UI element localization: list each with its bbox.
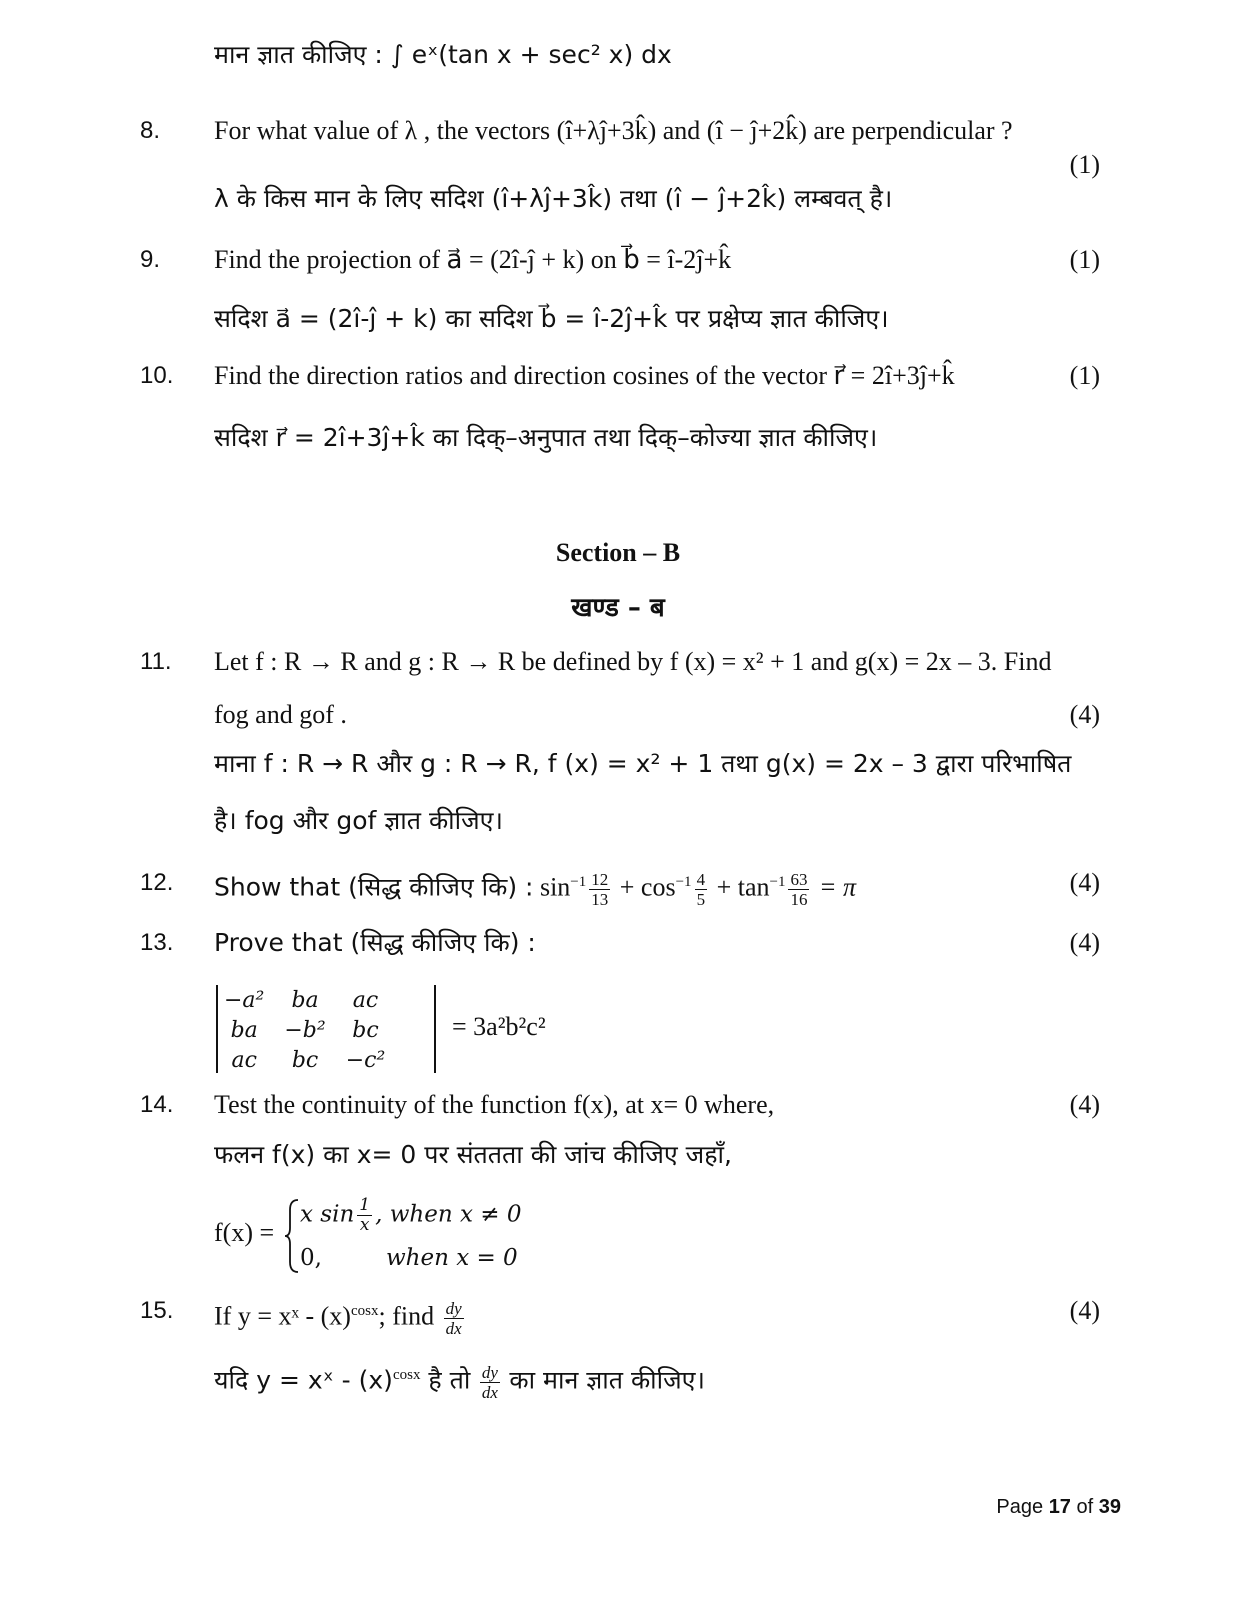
q14-hindi: फलन f(x) का x= 0 पर संततता की जांच कीजिए जहाँ,	[214, 1140, 732, 1169]
q12-frac-cos: $\frac{4}{5}$	[696, 870, 706, 910]
q15-frac-en: $\frac{dy}{dx}$	[445, 1299, 462, 1339]
section-title: Section – B	[555, 538, 681, 567]
q10-marks: (1)	[1069, 361, 1100, 390]
q10-english: Find the direction ratios and direction cosines of the vector r⃗ = 2î+3ĵ+k̂	[214, 361, 955, 390]
q12-tan: + tan	[716, 872, 770, 902]
matrix-row: ac bc −c²	[231, 1047, 386, 1073]
q7-hindi-line: मान ज्ञात कीजिए : ∫ eˣ(tan x + sec² x) dx	[214, 40, 672, 69]
q9-number: 9.	[140, 246, 161, 273]
q11-hindi-line1: माना f : R → R और g : R → R, f (x) = x² + 1 तथा g(x) = 2x – 3 द्वारा परिभाषित	[214, 749, 1072, 778]
q11-english-line1: Let f : R → R and g : R → R be defined by f (x) = x² + 1 and g(x) = 2x – 3. Find	[214, 647, 1052, 676]
total-pages: 39	[1098, 1496, 1121, 1518]
q12-inv-cos: −1	[675, 874, 692, 890]
q12-inv-sin: −1	[570, 874, 587, 890]
q13-text: Prove that (सिद्ध कीजिए कि) :	[214, 928, 536, 957]
q9-marks: (1)	[1069, 245, 1100, 274]
q8-english: For what value of λ , the vectors (î+λĵ+3k̂) and (î − ĵ+2k̂) are perpendicular ?	[214, 116, 1013, 145]
q14-case2: 0, when x = 0	[300, 1245, 518, 1271]
q12-marks: (4)	[1069, 868, 1100, 897]
q14-marks: (4)	[1069, 1090, 1100, 1119]
q12-statement	[214, 858, 856, 912]
q14-piecewise-brace	[284, 1198, 300, 1274]
q12-inv-tan: −1	[769, 874, 786, 890]
section-title-hindi: खण्ड – ब	[571, 593, 665, 623]
matrix-row: ba −b² bc	[230, 1017, 379, 1043]
q12-number: 12.	[140, 869, 174, 896]
q15-marks: (4)	[1069, 1296, 1100, 1325]
q15-english: If y = xˣ - $(x)^{cosx}$; find $\frac{dy}{dx}$	[214, 1299, 462, 1339]
q11-number: 11.	[140, 648, 172, 675]
q11-english-line2: fog and gof .	[214, 700, 347, 729]
q12-frac-tan: $\frac{63}{16}$	[790, 870, 808, 910]
page-footer: Page 17 of 39	[996, 1496, 1121, 1518]
q8-marks: (1)	[1069, 150, 1100, 179]
q15-number: 15.	[140, 1297, 174, 1324]
q14-english: Test the continuity of the function f(x), at x= 0 where,	[214, 1090, 775, 1119]
q12-rhs: = π	[818, 872, 857, 902]
q11-hindi-line2: है। fog और gof ज्ञात कीजिए।	[214, 806, 503, 835]
q15-frac-hi: $\frac{dy}{dx}$	[481, 1363, 498, 1403]
q9-hindi: सदिश a⃗ = (2î-ĵ + k) का सदिश b⃗ = î-2ĵ+k̂ पर प्रक्षेप्य ज्ञात कीजिए।	[214, 304, 889, 333]
q9-english: Find the projection of a⃗ = (2î-ĵ + k) on b⃗ = î-2ĵ+k̂	[214, 245, 732, 274]
q10-hindi: सदिश r⃗ = 2î+3ĵ+k̂ का दिक्–अनुपात तथा दिक्–कोज्या ज्ञात कीजिए।	[214, 423, 878, 452]
q13-determinant	[216, 985, 436, 1073]
matrix-row: −a² ba ac	[224, 987, 379, 1013]
q13-marks: (4)	[1069, 928, 1100, 957]
q15-hindi: यदि y = xˣ - $(x)^{cosx}$ है तो $\frac{dy}{dx}$ का मान ज्ञात कीजिए।	[214, 1363, 705, 1403]
q13-rhs: = 3a²b²c²	[452, 1012, 546, 1041]
current-page: 17	[1048, 1496, 1071, 1518]
q14-number: 14.	[140, 1091, 174, 1118]
q12-text: Show that (सिद्ध कीजिए कि) :	[214, 872, 534, 902]
q14-lhs: f(x) =	[214, 1218, 275, 1247]
q13-number: 13.	[140, 929, 174, 956]
q14-frac: $\frac{1}{x}$	[359, 1195, 371, 1235]
q10-number: 10.	[140, 362, 174, 389]
q11-marks: (4)	[1069, 700, 1100, 729]
q12-sin: sin	[539, 872, 571, 902]
q12-frac-sin: $\frac{12}{13}$	[591, 870, 609, 910]
q8-hindi: λ के किस मान के लिए सदिश (î+λĵ+3k̂) तथा (î − ĵ+2k̂) लम्बवत् है।	[214, 184, 893, 213]
q8-number: 8.	[140, 117, 161, 144]
q14-case1: x sin $\frac{1}{x}$ , when x ≠ 0	[300, 1195, 522, 1235]
q12-cos: + cos	[619, 872, 676, 902]
